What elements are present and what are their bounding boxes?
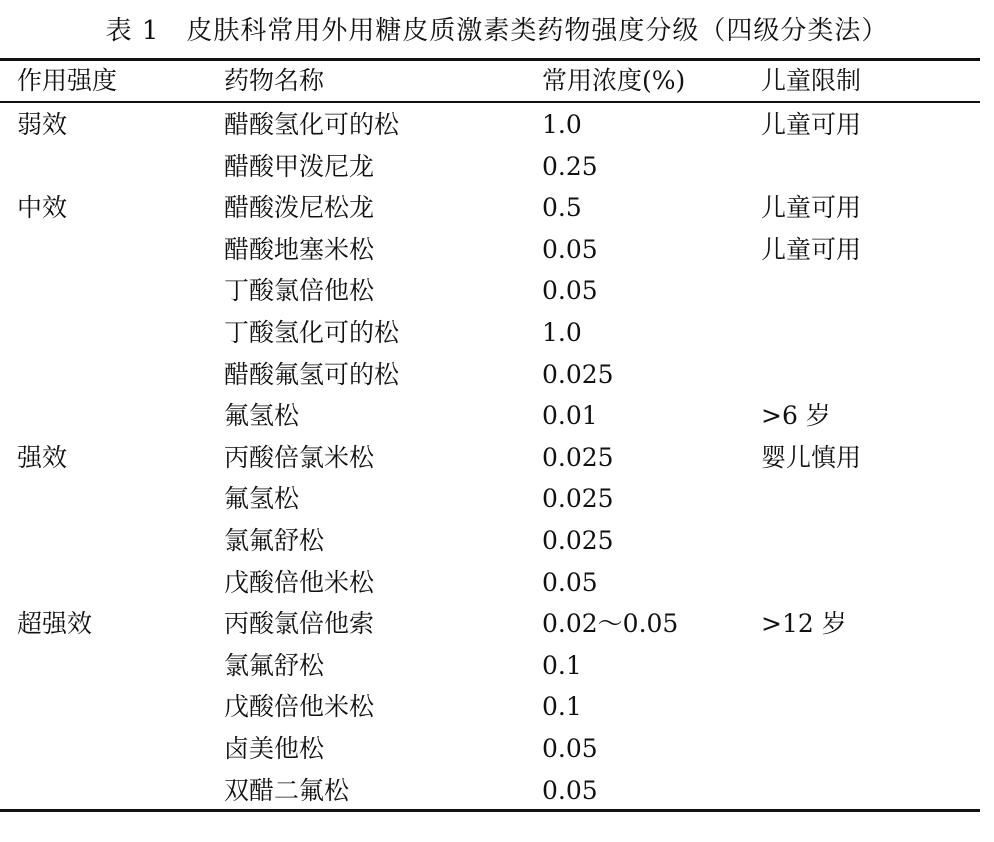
cell-drug-name: 氯氟舒松 [224, 526, 325, 555]
header-strength: 作用强度 [17, 66, 118, 95]
cell-drug-name: 醋酸氟氢可的松 [224, 359, 400, 389]
cell-drug-name: 戊酸倍他米松 [224, 692, 375, 722]
cell-drug-name: 双醋二氟松 [224, 775, 350, 805]
cell-drug-name: 丙酸倍氯米松 [224, 442, 375, 472]
cell-concentration: 0.1 [542, 650, 582, 680]
cell-drug-name: 醋酸氢化可的松 [224, 110, 400, 139]
cell-concentration: 0.01 [542, 401, 598, 431]
cell-drug-name: 丁酸氯倍他松 [224, 276, 375, 306]
cell-concentration: 0.5 [542, 193, 582, 223]
cell-concentration: 0.05 [542, 276, 598, 306]
header-child-restriction: 儿童限制 [761, 66, 862, 95]
cell-drug-name: 卤美他松 [224, 734, 325, 763]
table-row [0, 271, 980, 311]
table-row [0, 105, 980, 145]
cell-drug-name: 戊酸倍他米松 [224, 567, 375, 597]
header-concentration: 常用浓度(%) [542, 66, 686, 95]
cell-concentration: 0.05 [542, 734, 598, 763]
table-row [0, 313, 980, 353]
table-row [0, 729, 980, 769]
table-row [0, 563, 980, 603]
cell-child-restriction: 婴儿慎用 [761, 442, 862, 472]
table-title: 表 1 皮肤科常用外用糖皮质激素类药物强度分级（四级分类法） [105, 16, 889, 46]
cell-concentration: 1.0 [542, 318, 582, 347]
table-row [0, 355, 980, 395]
table-row [0, 479, 980, 519]
cell-concentration: 0.25 [542, 151, 598, 181]
table-row [0, 687, 980, 727]
cell-concentration: 1.0 [542, 110, 582, 139]
cell-concentration: 0.05 [542, 567, 598, 597]
cell-strength: 弱效 [17, 110, 68, 139]
cell-strength: 超强效 [17, 609, 93, 639]
cell-drug-name: 氯氟舒松 [224, 650, 325, 680]
cell-drug-name: 氟氢松 [224, 401, 300, 431]
table-row [0, 521, 980, 561]
cell-drug-name: 醋酸地塞米松 [224, 234, 375, 264]
cell-concentration: 0.025 [542, 526, 614, 555]
cell-concentration: 0.1 [542, 692, 582, 722]
table-row [0, 646, 980, 686]
table-row [0, 771, 980, 811]
header-drug-name: 药物名称 [224, 66, 325, 95]
cell-child-restriction: >6 岁 [761, 401, 831, 431]
cell-child-restriction: 儿童可用 [761, 193, 862, 223]
cell-concentration: 0.02～0.05 [542, 609, 679, 639]
table-header-row [0, 61, 980, 101]
cell-drug-name: 醋酸泼尼松龙 [224, 193, 375, 223]
header-rule [0, 101, 980, 103]
cell-drug-name: 丁酸氢化可的松 [224, 318, 400, 347]
table-row [0, 438, 980, 478]
cell-concentration: 0.025 [542, 484, 614, 514]
table-row [0, 147, 980, 187]
cell-strength: 中效 [17, 193, 68, 223]
bottom-rule [0, 809, 980, 812]
cell-drug-name: 氟氢松 [224, 484, 300, 514]
table-row [0, 188, 980, 228]
cell-child-restriction: >12 岁 [761, 609, 847, 639]
table-row [0, 230, 980, 270]
cell-concentration: 0.05 [542, 775, 598, 805]
cell-concentration: 0.025 [542, 359, 614, 389]
cell-drug-name: 丙酸氯倍他索 [224, 609, 375, 639]
table-row [0, 604, 980, 644]
cell-drug-name: 醋酸甲泼尼龙 [224, 151, 375, 181]
cell-strength: 强效 [17, 442, 68, 472]
cell-concentration: 0.05 [542, 234, 598, 264]
cell-concentration: 0.025 [542, 442, 614, 472]
cell-child-restriction: 儿童可用 [761, 234, 862, 264]
table-row [0, 396, 980, 436]
cell-child-restriction: 儿童可用 [761, 110, 862, 139]
